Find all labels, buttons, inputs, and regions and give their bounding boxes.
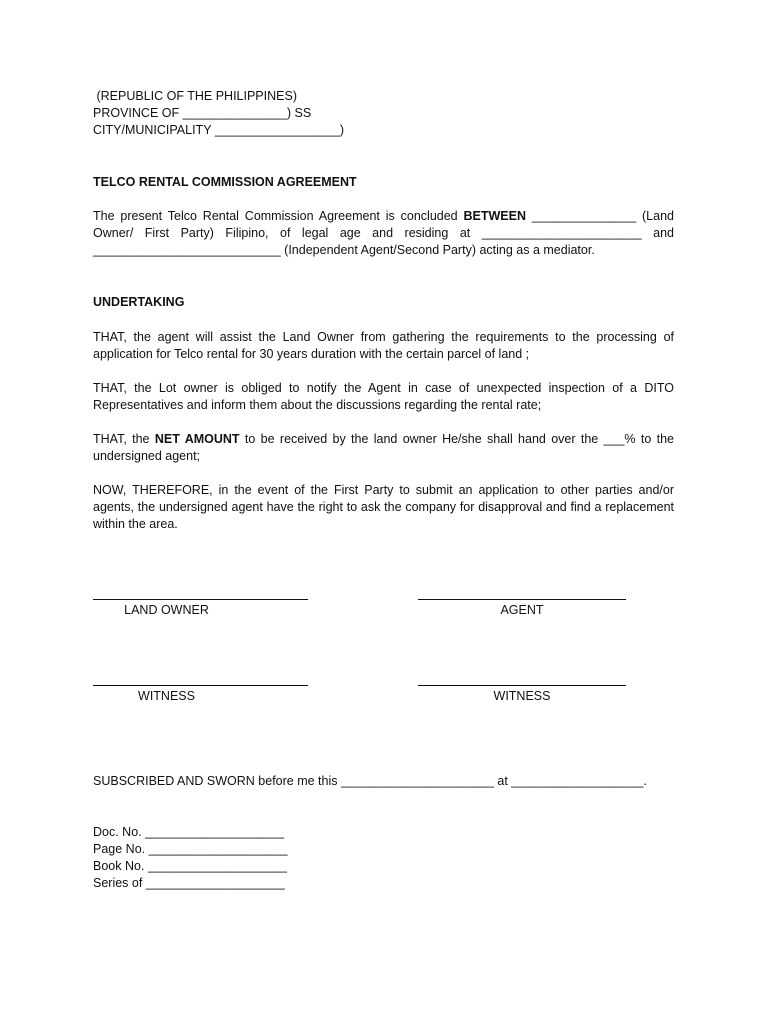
intro-text-1: The present Telco Rental Commission Agreement is concluded: [93, 209, 464, 223]
witness-right-label: WITNESS: [493, 689, 551, 703]
land-owner-signature-line: [93, 599, 308, 600]
notary-block: [93, 824, 288, 892]
document-page: [93, 0, 674, 1024]
clause-net-amount-text-2: to be received by the land owner He/she shall hand over the ___% to the undersigned agent;: [93, 432, 674, 463]
net-amount-label: NET AMOUNT: [154, 432, 240, 446]
witness-left-label: WITNESS: [138, 689, 195, 703]
province-line: PROVINCE OF _______________) SS: [93, 106, 312, 120]
clause-assist: THAT, the agent will assist the Land Owner from gathering the requirements to the processing of application for Telco rental for 30 years duration with the certain parcel of land ;: [93, 330, 674, 361]
book-no-line: Book No. ____________________: [93, 859, 287, 873]
document-title: TELCO RENTAL COMMISSION AGREEMENT: [93, 175, 357, 189]
republic-header: (REPUBLIC OF THE PHILIPPINES): [93, 89, 297, 103]
agent-label: AGENT: [500, 603, 544, 617]
city-line: CITY/MUNICIPALITY __________________): [93, 123, 345, 137]
intro-text-2: _______________ (Land Owner/ First Party) Filipino, of legal age and residing at _______________________ and ___________________________ (Independent Agent/Second Party) acting as a mediator.: [93, 209, 674, 257]
intro-paragraph: [93, 208, 674, 259]
land-owner-label: LAND OWNER: [124, 603, 209, 617]
witness-right-signature-line: [418, 685, 626, 686]
page-no-line: Page No. ____________________: [93, 842, 288, 856]
clause-now-therefore: NOW, THEREFORE, in the event of the First Party to submit an application to other parties and/or agents, the undersigned agent have the right to ask the company for disapproval and find a replacement within the area.: [93, 483, 674, 531]
agent-signature-line: [418, 599, 626, 600]
subscribed-sworn-line: SUBSCRIBED AND SWORN before me this ______________________ at ___________________.: [93, 774, 647, 788]
doc-no-line: Doc. No. ____________________: [93, 825, 285, 839]
clause-net-amount-text-1: THAT, the: [93, 432, 155, 446]
intro-between: BETWEEN: [463, 209, 526, 223]
clause-notify: THAT, the Lot owner is obliged to notify the Agent in case of unexpected inspection of a DITO Representatives and inform them about the discussions regarding the rental rate;: [93, 381, 674, 412]
witness-left-signature-line: [93, 685, 308, 686]
undertaking-heading: UNDERTAKING: [93, 295, 185, 309]
clause-net-amount: [93, 431, 674, 465]
series-of-line: Series of ____________________: [93, 876, 285, 890]
